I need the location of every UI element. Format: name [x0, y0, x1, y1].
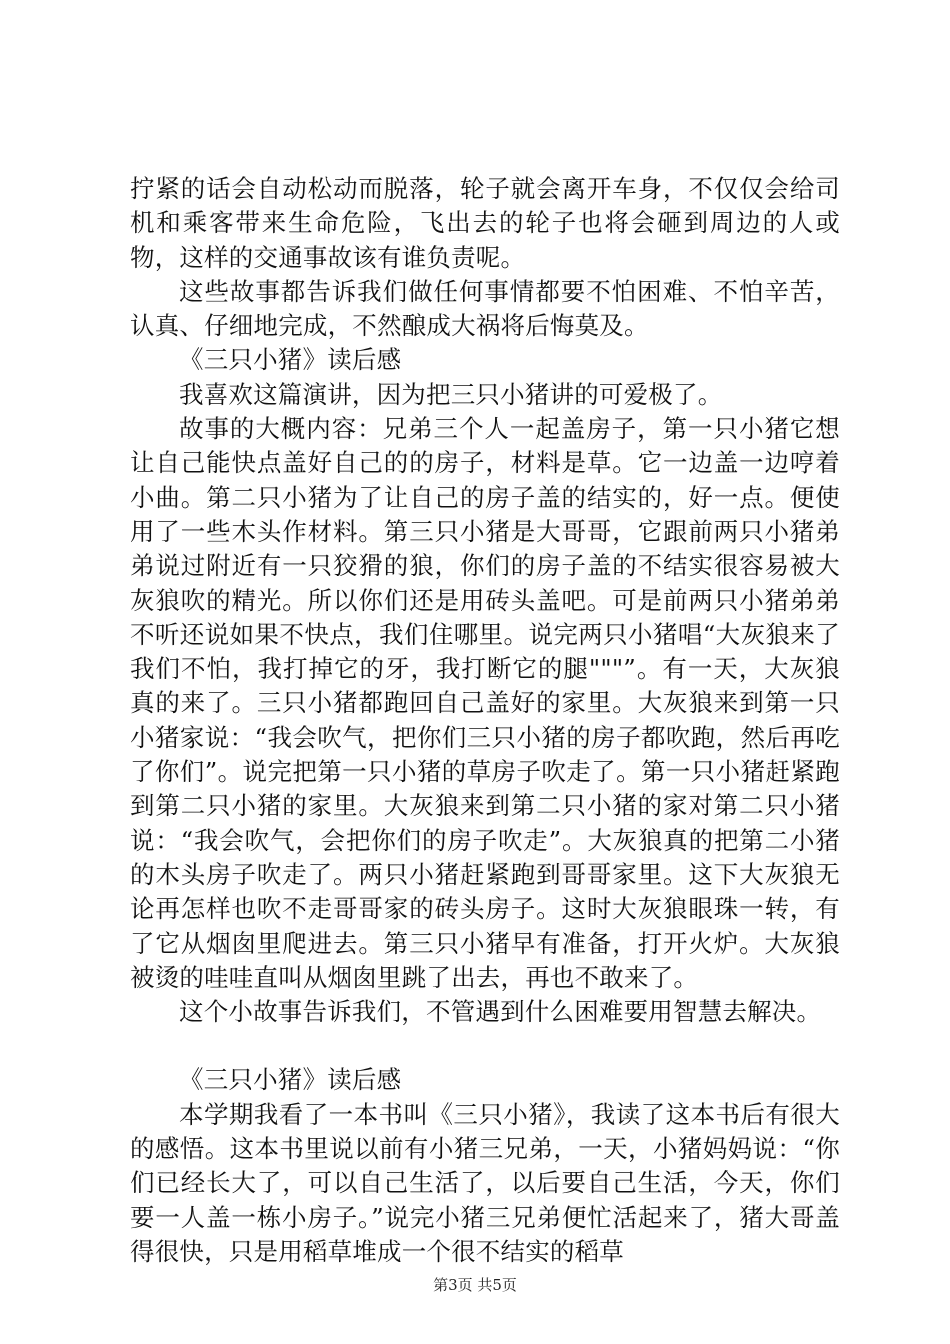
page-number-footer: 第3页 共5页 [433, 1276, 517, 1294]
paragraph-moral: 这些故事都告诉我们做任何事情都要不怕困难、不怕辛苦，认真、仔细地完成，不然酿成大祸将后悔莫及。 [130, 276, 840, 341]
paragraph-conclusion: 这个小故事告诉我们，不管遇到什么困难要用智慧去解决。 [179, 997, 822, 1027]
essay-title-2: 《三只小猪》读后感 [179, 1065, 402, 1095]
paragraph-second-essay: 本学期我看了一本书叫《三只小猪》，我读了这本书后有很大的感悟。这本书里说以前有小猪三兄弟，一天，小猪妈妈说：“你们已经长大了，可以自己生活了，以后要自己生活，今天，你们要一人盖一栋小房子。”说完小猪三兄弟便忙活起来了，猪大哥盖得很快，只是用稻草堆成一个很不结实的稻草 [130, 1099, 840, 1266]
paragraph-intro: 我喜欢这篇演讲，因为把三只小猪讲的可爱极了。 [179, 379, 723, 409]
document-body [130, 172, 840, 1269]
blank-line [130, 1029, 840, 1063]
essay-title-1: 《三只小猪》读后感 [179, 345, 402, 375]
paragraph-continuation: 拧紧的话会自动松动而脱落，轮子就会离开车身，不仅仅会给司机和乘客带来生命危险，飞出去的轮子也将会砸到周边的人或物，这样的交通事故该有谁负责呢。 [130, 174, 840, 272]
paragraph-story-summary: 故事的大概内容：兄弟三个人一起盖房子，第一只小猪它想让自己能快点盖好自己的的房子，材料是草。它一边盖一边哼着小曲。第二只小猪为了让自己的房子盖的结实的，好一点。便使用了一些木头作材料。第三只小猪是大哥哥，它跟前两只小猪弟弟说过附近有一只狡猾的狼，你们的房子盖的不结实很容易被大灰狼吹的精光。所以你们还是用砖头盖吧。可是前两只小猪弟弟不听还说如果不快点，我们住哪里。说完两只小猪唱“大灰狼来了我们不怕，我打掉它的牙，我打断它的腿"""”。有一天，大灰狼真的来了。三只小猪都跑回自己盖好的家里。大灰狼来到第一只小猪家说：“我会吹气，把你们三只小猪的房子都吹跑，然后再吃了你们”。说完把第一只小猪的草房子吹走了。第一只小猪赶紧跑到第二只小猪的家里。大灰狼来到第二只小猪的家对第二只小猪说：“我会吹气，会把你们的房子吹走”。大灰狼真的把第二小猪的木头房子吹走了。两只小猪赶紧跑到哥哥家里。这下大灰狼无论再怎样也吹不走哥哥家的砖头房子。这时大灰狼眼珠一转，有了它从烟囱里爬进去。第三只小猪早有准备，打开火炉。大灰狼被烫的哇哇直叫从烟囱里跳了出去，再也不敢来了。 [130, 414, 840, 992]
